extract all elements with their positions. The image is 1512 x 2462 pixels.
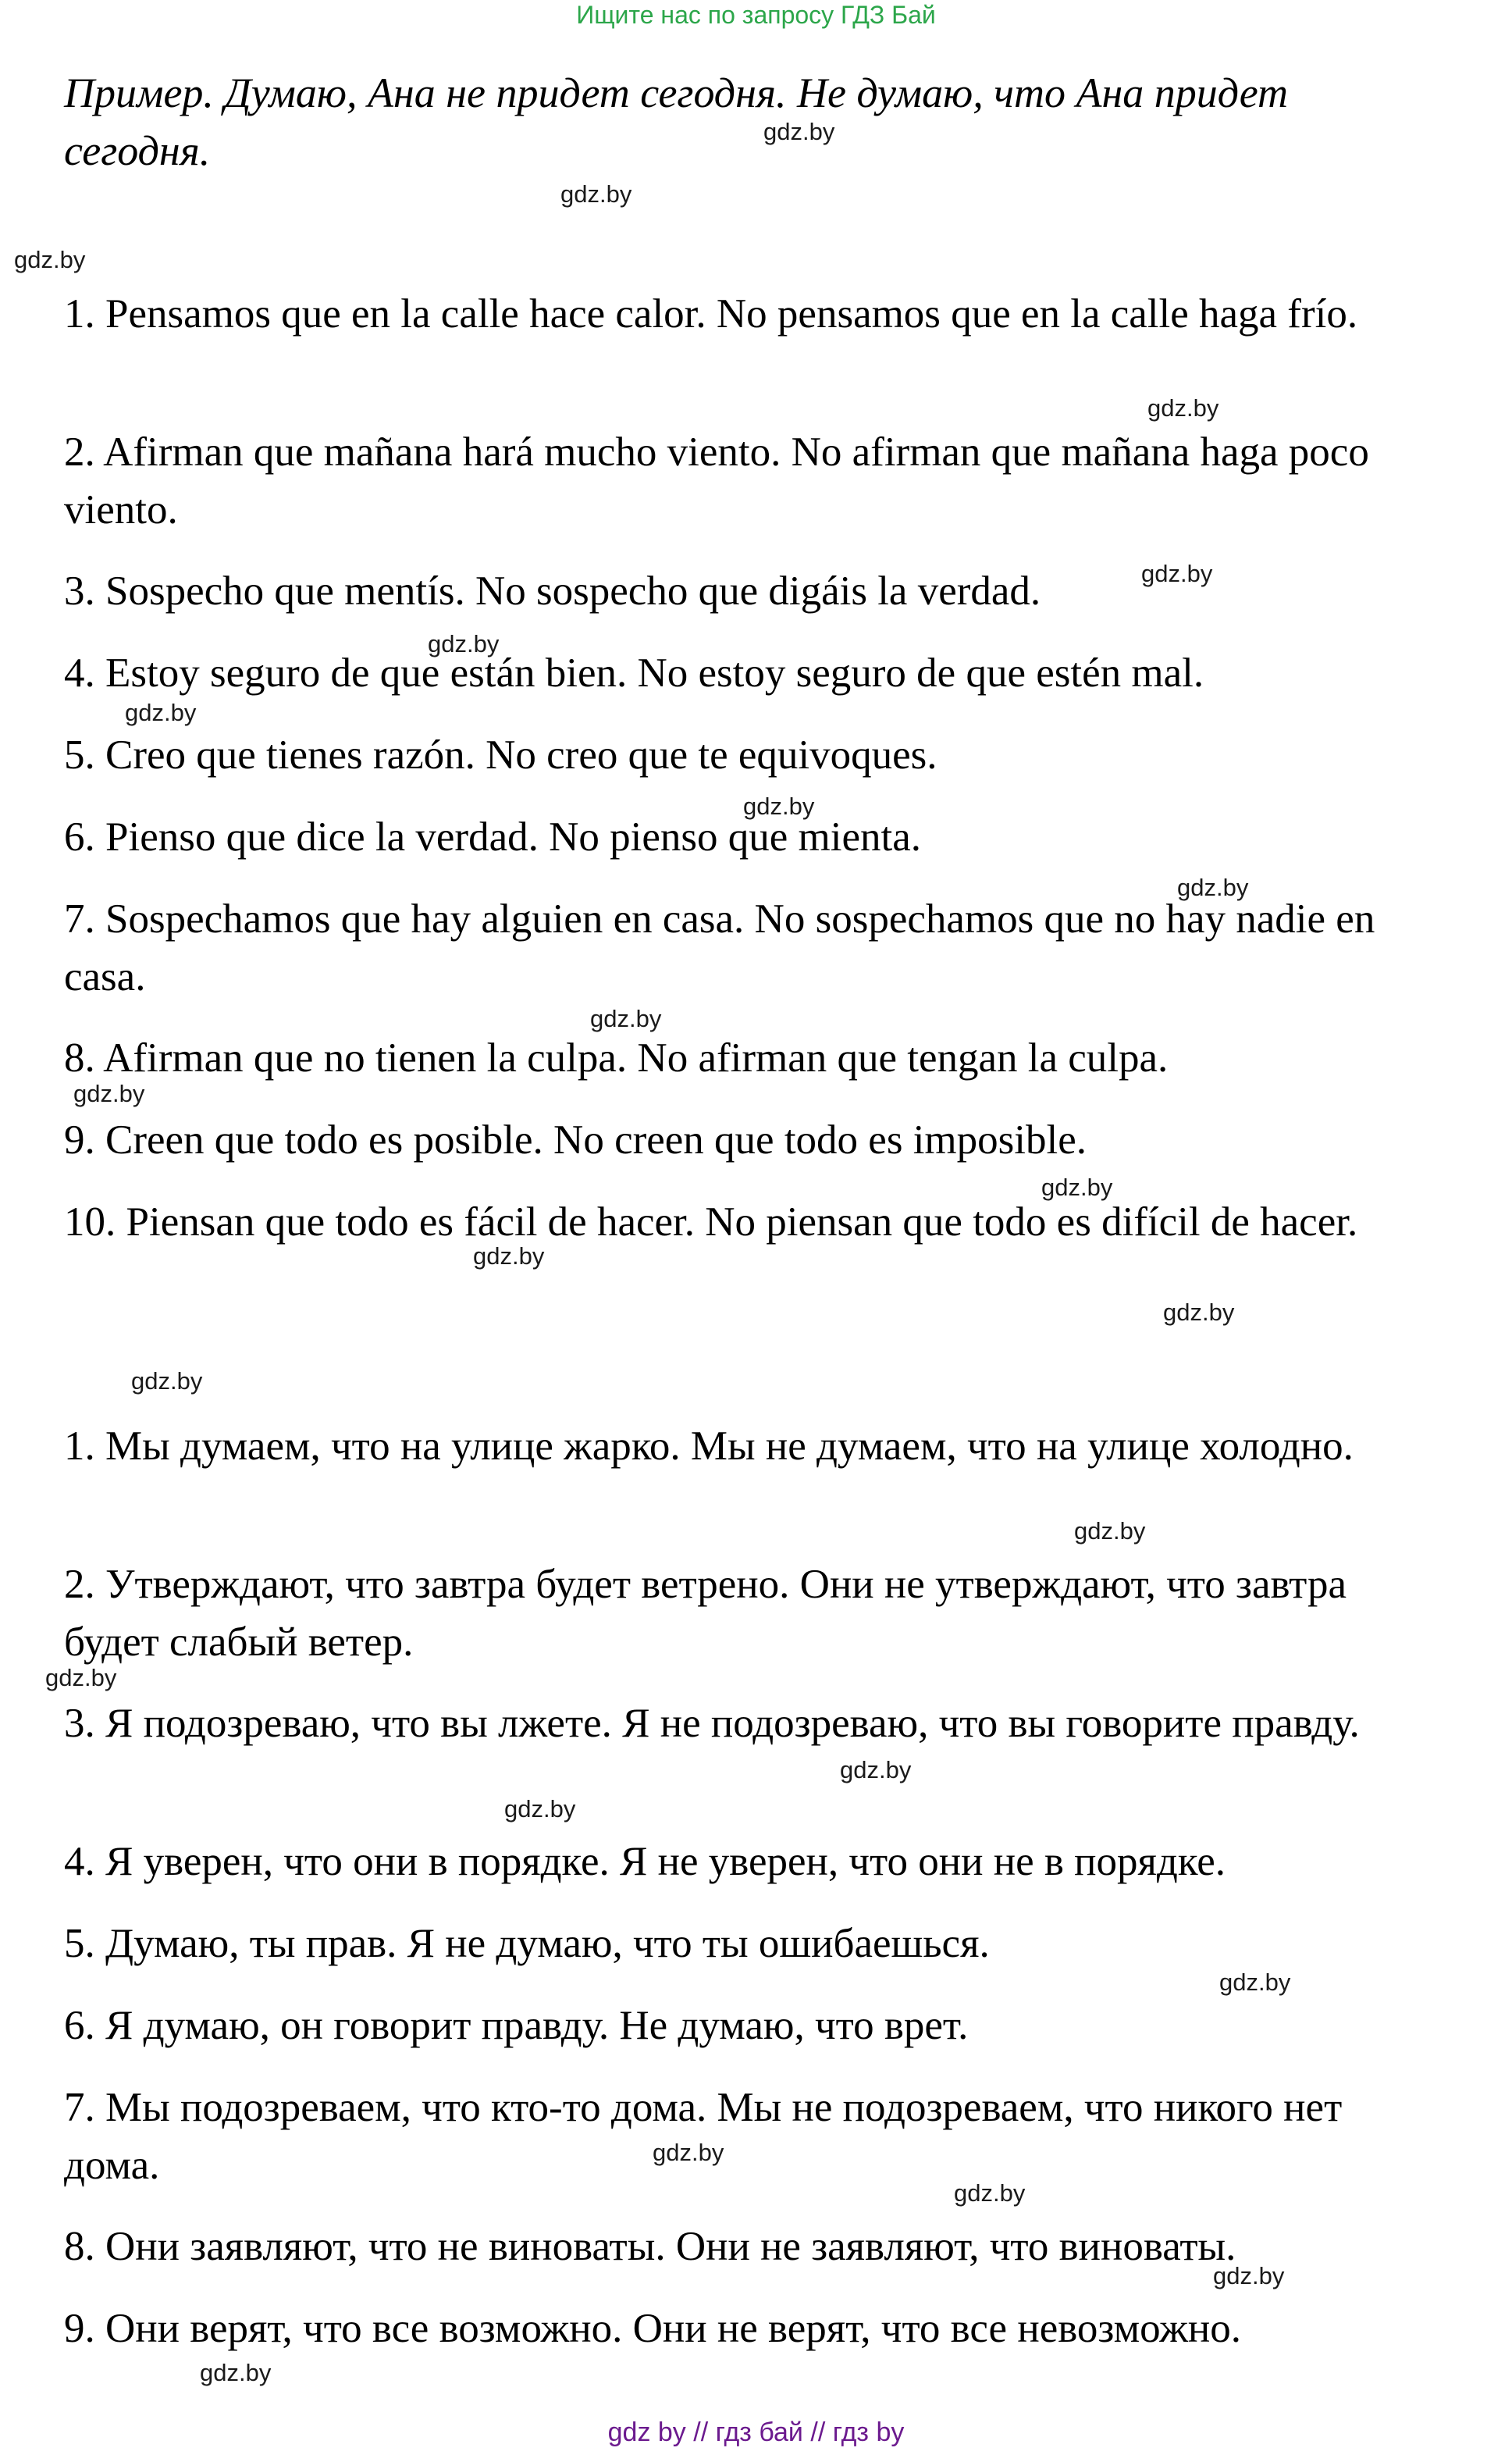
watermark: gdz.by xyxy=(473,1242,545,1270)
russian-line-8: 8. Они заявляют, что не виноваты. Они не заявляют, что виноваты. xyxy=(64,2224,1236,2269)
watermark: gdz.by xyxy=(1177,874,1249,901)
spanish-line-10: 10. Piensan que todo es fácil de hacer. No piensan que todo es difícil de hacer. xyxy=(64,1199,1358,1245)
watermark: gdz.by xyxy=(653,2139,724,2166)
watermark: gdz.by xyxy=(1163,1299,1235,1326)
russian-line-6: 6. Я думаю, он говорит правду. Не думаю, что врет. xyxy=(64,2003,969,2048)
watermark: gdz.by xyxy=(428,630,500,657)
russian-line-1: 1. Мы думаем, что на улице жарко. Мы не думаем, что на улице холодно. xyxy=(64,1423,1354,1469)
watermark: gdz.by xyxy=(954,2179,1026,2207)
watermark: gdz.by xyxy=(14,246,86,273)
watermark: gdz.by xyxy=(1219,1969,1291,1996)
spanish-line-9: 9. Creen que todo es posible. No creen que todo es imposible. xyxy=(64,1117,1087,1163)
russian-line-4: 4. Я уверен, что они в порядке. Я не уверен, что они не в порядке. xyxy=(64,1839,1226,1884)
watermark: gdz.by xyxy=(504,1795,576,1822)
spanish-line-4: 4. Estoy seguro de que están bien. No estoy seguro de que estén mal. xyxy=(64,650,1204,696)
footer-links[interactable]: gdz by // гдз бай // гдз by xyxy=(607,2417,905,2447)
spanish-line-2: 2. Afirman que mañana hará mucho viento. No afirman que mañana haga poco viento. xyxy=(64,429,1369,533)
top-banner[interactable]: Ищите нас по запросу ГДЗ Бай xyxy=(576,1,936,29)
russian-line-5: 5. Думаю, ты прав. Я не думаю, что ты ошибаешься. xyxy=(64,1921,990,1966)
watermark: gdz.by xyxy=(840,1756,912,1783)
spanish-line-1: 1. Pensamos que en la calle hace calor. No pensamos que en la calle haga frío. xyxy=(64,291,1358,337)
watermark: gdz.by xyxy=(1213,2262,1285,2289)
watermark: gdz.by xyxy=(73,1080,145,1107)
example-sentence: Пример. Думаю, Ана не придет сегодня. Не думаю, что Ана придет сегодня. xyxy=(64,69,1288,174)
spanish-line-3: 3. Sospecho que mentís. No sospecho que digáis la verdad. xyxy=(64,568,1041,614)
watermark: gdz.by xyxy=(200,2359,272,2386)
watermark: gdz.by xyxy=(560,180,632,208)
watermark: gdz.by xyxy=(1074,1517,1146,1545)
watermark: gdz.by xyxy=(590,1005,662,1032)
watermark: gdz.by xyxy=(125,699,197,726)
russian-line-7: 7. Мы подозреваем, что кто-то дома. Мы не подозреваем, что никого нет дома. xyxy=(64,2085,1343,2188)
watermark: gdz.by xyxy=(131,1367,203,1395)
russian-line-3: 3. Я подозреваю, что вы лжете. Я не подозреваю, что вы говорите правду. xyxy=(64,1701,1360,1746)
watermark: gdz.by xyxy=(763,118,835,145)
spanish-line-6: 6. Pienso que dice la verdad. No pienso que mienta. xyxy=(64,814,921,860)
spanish-line-8: 8. Afirman que no tienen la culpa. No afirman que tengan la culpa. xyxy=(64,1035,1169,1081)
spanish-line-5: 5. Creo que tienes razón. No creo que te equivoques. xyxy=(64,732,937,778)
watermark: gdz.by xyxy=(743,793,815,820)
watermark: gdz.by xyxy=(45,1664,117,1691)
watermark: gdz.by xyxy=(1041,1174,1113,1201)
watermark: gdz.by xyxy=(1141,560,1213,587)
russian-line-2: 2. Утверждают, что завтра будет ветрено. Они не утверждают, что завтра будет слабый ветер. xyxy=(64,1562,1347,1665)
watermark: gdz.by xyxy=(1147,394,1219,422)
russian-line-9: 9. Они верят, что все возможно. Они не верят, что все невозможно. xyxy=(64,2306,1242,2351)
spanish-line-7: 7. Sospechamos que hay alguien en casa. No sospechamos que no hay nadie en casa. xyxy=(64,896,1375,999)
